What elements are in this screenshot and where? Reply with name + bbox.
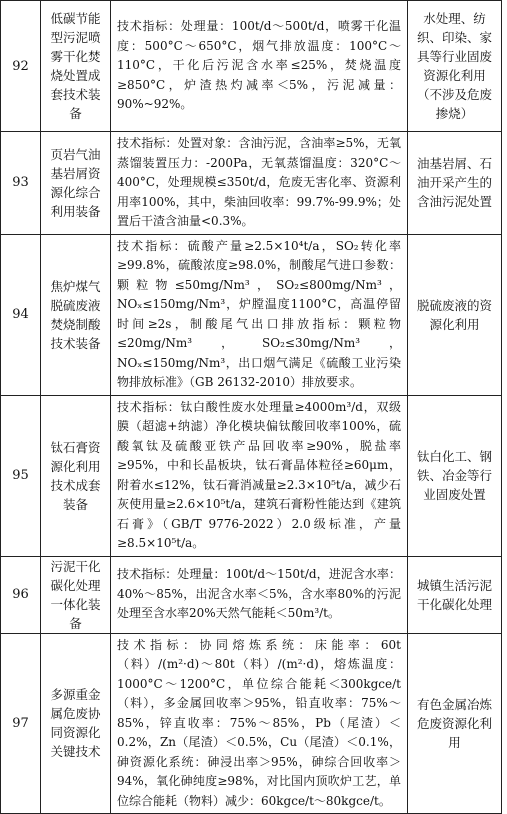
row-number: 95 (1, 395, 41, 556)
equipment-name: 低碳节能型污泥喷雾干化焚烧处置成套技术装备 (41, 1, 111, 132)
equipment-name: 钛石膏资源化利用技术成套装备 (41, 395, 111, 556)
equipment-name: 焦炉煤气脱硫废液焚烧制酸技术装备 (41, 234, 111, 395)
application-field: 脱硫废液的资源化利用 (408, 234, 502, 395)
technical-indicators: 技术指标：处理量：100t/d～500t/d，喷雾干化温度：500°C～650°C，烟气排放温度：100°C～110°C，干化后污泥含水率≤25%，焚烧温度≥850°C，炉渣热灼减率＜5%，污泥减量：90%~92%。 (111, 1, 408, 132)
table-row (1, 633, 502, 814)
row-number: 92 (1, 1, 41, 132)
table-row (1, 556, 502, 633)
application-field: 钛白化工、钢铁、冶金等行业固废处置 (408, 395, 502, 556)
technical-indicators: 技术指标：处置对象：含油污泥，含油率≥5%，无氧蒸馏装置压力：-200Pa，无氧蒸馏温度：320°C～400°C，处理规模≤350t/d，危废无害化率、资源利用率100%，其中，柴油回收率：99.7%-99.9%；处置后干渣含油量<0.3%。 (111, 132, 408, 235)
application-field: 有色金属冶炼危废资源化利用 (408, 633, 502, 814)
equipment-name: 污泥干化碳化处理一体化装备 (41, 556, 111, 633)
table-row (1, 234, 502, 395)
technical-indicators: 技术指标：协同熔炼系统：床能率：60t（料）/(m²·d)～80t（料）/(m²·d)，熔炼温度：1000°C～1200°C，单位综合能耗＜300kgce/t（料），多金属回收率＞95%，铅直收率：75%～85%，锌直收率：75%～85%，Pb（尾渣）＜0.2%，Zn（尾渣）＜0.5%，Cu（尾渣）＜0.1%，砷资源化系统：砷浸出率＞95%，砷综合回收率＞94%，氧化砷纯度≥98%，对比国内顶吹炉工艺，单位综合能耗（物料）减少：60kgce/t～80kgce/t。 (111, 633, 408, 814)
application-field: 水处理、纺织、印染、家具等行业固废资源化利用（不涉及危废掺烧） (408, 1, 502, 132)
application-field: 城镇生活污泥干化碳化处理 (408, 556, 502, 633)
equipment-name: 页岩气油基岩屑资源化综合利用装备 (41, 132, 111, 235)
technical-indicators: 技术指标：处理量：100t/d～150t/d，进泥含水率：40%～85%，出泥含水率＜5%，含水率80%的污泥处理至含水率20%天然气能耗＜50m³/t。 (111, 556, 408, 633)
row-number: 94 (1, 234, 41, 395)
table-row (1, 132, 502, 235)
table-row (1, 1, 502, 132)
application-field: 油基岩屑、石油开采产生的含油污泥处置 (408, 132, 502, 235)
technical-indicators: 技术指标：硫酸产量≥2.5×10⁴t/a，SO₂转化率≥99.8%，硫酸浓度≥98.0%，制酸尾气进口参数：颗粒物≤50mg/Nm³，SO₂≤800mg/Nm³，NOₓ≤150mg/Nm³，炉膛温度1100°C，高温停留时间≥2s，制酸尾气出口排放指标：颗粒物≤20mg/Nm³，SO₂≤30mg/Nm³，NOₓ≤150mg/Nm³，出口烟气满足《硫酸工业污染物排放标准》（GB 26132-2010）排放要求。 (111, 234, 408, 395)
technical-indicators: 技术指标：钛白酸性废水处理量≥4000m³/d，双级膜（超滤+纳滤）净化模块偏钛酸回收率100%，硫酸氧钛及硫酸亚铁产品回收率≥90%，脱盐率≥95%，中和长晶板块，钛石膏晶体粒径≥60μm，附着水≤12%，钛石膏消减量≥2.3×10⁵t/a，减少石灰使用量≥2.6×10⁵t/a，建筑石膏粉性能达到《建筑石膏》（GB/T 9776-2022）2.0级标准，产量≥8.5×10⁵t/a。 (111, 395, 408, 556)
table-row (1, 395, 502, 556)
row-number: 97 (1, 633, 41, 814)
row-number: 93 (1, 132, 41, 235)
row-number: 96 (1, 556, 41, 633)
equipment-name: 多源重金属危废协同资源化关键技术 (41, 633, 111, 814)
